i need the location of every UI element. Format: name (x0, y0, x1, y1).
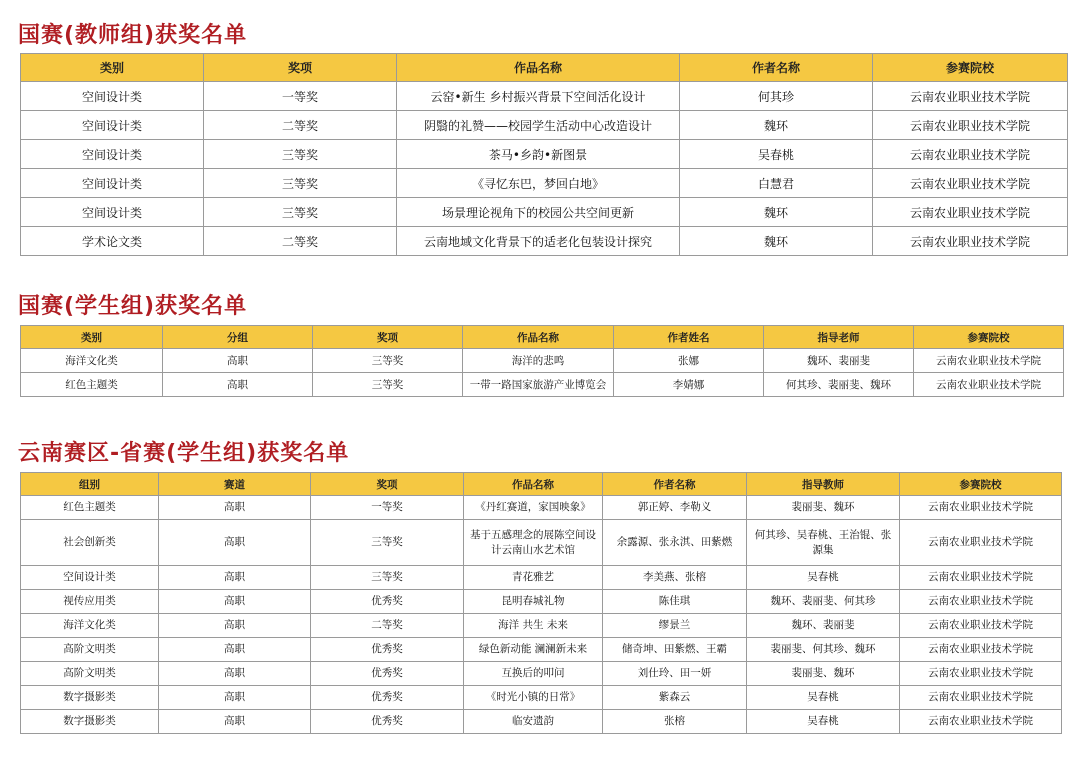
table-cell: 云南农业职业技术学院 (900, 496, 1062, 520)
table-cell: 李婧娜 (614, 373, 764, 397)
table-cell: 高职 (159, 686, 311, 710)
table-cell: 云南农业职业技术学院 (914, 349, 1064, 373)
table-cell: 云南农业职业技术学院 (873, 169, 1068, 198)
table-row (21, 169, 1068, 198)
table-cell: 高职 (159, 710, 311, 734)
table-cell: 张榕 (603, 710, 747, 734)
table-cell: 海洋的悲鸣 (463, 349, 614, 373)
table-cell: 阴翳的礼赞——校园学生活动中心改造设计 (397, 111, 680, 140)
table-cell: 陈佳琪 (603, 590, 747, 614)
column-header: 参赛院校 (873, 54, 1068, 82)
table-cell: 云南农业职业技术学院 (873, 198, 1068, 227)
table-cell: 云窑•新生 乡村振兴背景下空间活化设计 (397, 82, 680, 111)
table-cell: 郭正婷、李勒义 (603, 496, 747, 520)
table-cell: 余露源、张永淇、田紫燃 (603, 520, 747, 566)
column-header: 赛道 (159, 473, 311, 496)
column-header: 作者姓名 (614, 326, 764, 349)
table-cell: 昆明春城礼物 (464, 590, 603, 614)
table-row (21, 710, 1062, 734)
table-cell: 云南农业职业技术学院 (900, 686, 1062, 710)
table-cell: 临安遗韵 (464, 710, 603, 734)
table-cell: 基于五感理念的展陈空间设计云南山水艺术馆 (464, 520, 603, 566)
table-cell: 二等奖 (204, 111, 397, 140)
table-cell: 数字摄影类 (21, 710, 159, 734)
table-row (21, 686, 1062, 710)
table-header-row (21, 326, 1064, 349)
table-cell: 空间设计类 (21, 111, 204, 140)
table-cell: 魏环 (680, 198, 873, 227)
table-cell: 吴春桃 (747, 566, 900, 590)
table-cell: 三等奖 (313, 349, 463, 373)
table-cell: 云南农业职业技术学院 (900, 710, 1062, 734)
column-header: 奖项 (311, 473, 464, 496)
table-cell: 优秀奖 (311, 590, 464, 614)
column-header: 类别 (21, 326, 163, 349)
table-cell: 三等奖 (204, 140, 397, 169)
column-header: 分组 (163, 326, 313, 349)
table-cell: 高职 (159, 662, 311, 686)
table-cell: 空间设计类 (21, 198, 204, 227)
student-awards-table (20, 325, 1064, 397)
table-cell: 一带一路国家旅游产业博览会 (463, 373, 614, 397)
provincial-awards-table (20, 472, 1062, 734)
table-cell: 海洋文化类 (21, 349, 163, 373)
table-cell: 绿色新动能 澜澜新未来 (464, 638, 603, 662)
table-cell: 高职 (159, 566, 311, 590)
table-cell: 三等奖 (311, 566, 464, 590)
table-cell: 高阶文明类 (21, 638, 159, 662)
table-cell: 何其珍 (680, 82, 873, 111)
column-header: 指导老师 (764, 326, 914, 349)
table-cell: 高职 (163, 349, 313, 373)
table-cell: 云南农业职业技术学院 (914, 373, 1064, 397)
table-cell: 优秀奖 (311, 710, 464, 734)
section1-title: 国赛(教师组)获奖名单 (18, 23, 248, 48)
table-row (21, 590, 1062, 614)
table-row (21, 198, 1068, 227)
table-cell: 云南地域文化背景下的适老化包装设计探究 (397, 227, 680, 256)
table-cell: 缪景兰 (603, 614, 747, 638)
table-cell: 三等奖 (311, 520, 464, 566)
table-cell: 何其珍、裴丽斐、魏环 (764, 373, 914, 397)
column-header: 作品名称 (463, 326, 614, 349)
table-row (21, 520, 1062, 566)
table-cell: 红色主题类 (21, 496, 159, 520)
table-row (21, 82, 1068, 111)
table-cell: 优秀奖 (311, 686, 464, 710)
table-cell: 海洋 共生 未来 (464, 614, 603, 638)
table-cell: 二等奖 (204, 227, 397, 256)
table-row (21, 227, 1068, 256)
table-cell: 储奇坤、田紫燃、王霸 (603, 638, 747, 662)
table-cell: 一等奖 (204, 82, 397, 111)
column-header: 奖项 (313, 326, 463, 349)
column-header: 参赛院校 (900, 473, 1062, 496)
table-cell: 优秀奖 (311, 638, 464, 662)
table-cell: 云南农业职业技术学院 (900, 662, 1062, 686)
column-header: 奖项 (204, 54, 397, 82)
table-cell: 云南农业职业技术学院 (873, 111, 1068, 140)
table-cell: 一等奖 (311, 496, 464, 520)
table-cell: 云南农业职业技术学院 (900, 520, 1062, 566)
table-cell: 三等奖 (204, 169, 397, 198)
table-cell: 魏环 (680, 227, 873, 256)
table-cell: 空间设计类 (21, 169, 204, 198)
table-cell: 高职 (159, 638, 311, 662)
table-cell: 海洋文化类 (21, 614, 159, 638)
table-cell: 高职 (159, 590, 311, 614)
table-header-row (21, 473, 1062, 496)
teacher-awards-table (20, 53, 1068, 256)
table-cell: 云南农业职业技术学院 (900, 590, 1062, 614)
table-cell: 《丹红赛道，家国映象》 (464, 496, 603, 520)
table-cell: 青花雅艺 (464, 566, 603, 590)
table-cell: 互换后的叩问 (464, 662, 603, 686)
table-cell: 高职 (159, 614, 311, 638)
table-cell: 场景理论视角下的校园公共空间更新 (397, 198, 680, 227)
table-row (21, 140, 1068, 169)
table-cell: 高职 (159, 496, 311, 520)
column-header: 作品名称 (464, 473, 603, 496)
table-cell: 学术论文类 (21, 227, 204, 256)
column-header: 参赛院校 (914, 326, 1064, 349)
table-cell: 张娜 (614, 349, 764, 373)
table-cell: 裴丽斐、何其珍、魏环 (747, 638, 900, 662)
table-cell: 空间设计类 (21, 82, 204, 111)
table-cell: 云南农业职业技术学院 (900, 566, 1062, 590)
table-cell: 裴丽斐、魏环 (747, 662, 900, 686)
table-header-row (21, 54, 1068, 82)
table-cell: 云南农业职业技术学院 (900, 614, 1062, 638)
table-cell: 空间设计类 (21, 566, 159, 590)
table-cell: 二等奖 (311, 614, 464, 638)
column-header: 类别 (21, 54, 204, 82)
table-cell: 何其珍、吴春桃、王治锟、张源集 (747, 520, 900, 566)
table-cell: 刘仕玲、田一妍 (603, 662, 747, 686)
table-cell: 云南农业职业技术学院 (900, 638, 1062, 662)
table-cell: 优秀奖 (311, 662, 464, 686)
table-cell: 三等奖 (313, 373, 463, 397)
table-cell: 《寻忆东巴，梦回白地》 (397, 169, 680, 198)
table-cell: 魏环、裴丽斐 (764, 349, 914, 373)
table-cell: 三等奖 (204, 198, 397, 227)
table-cell: 魏环、裴丽斐、何其珍 (747, 590, 900, 614)
table-row (21, 566, 1062, 590)
table-cell: 裴丽斐、魏环 (747, 496, 900, 520)
table-cell: 空间设计类 (21, 140, 204, 169)
table-cell: 白慧君 (680, 169, 873, 198)
table-cell: 李美燕、张榕 (603, 566, 747, 590)
table-row (21, 662, 1062, 686)
table-cell: 视传应用类 (21, 590, 159, 614)
table-cell: 魏环 (680, 111, 873, 140)
table-cell: 魏环、裴丽斐 (747, 614, 900, 638)
column-header: 作品名称 (397, 54, 680, 82)
table-cell: 社会创新类 (21, 520, 159, 566)
table-cell: 紫森云 (603, 686, 747, 710)
table-row (21, 638, 1062, 662)
table-row (21, 373, 1064, 397)
table-cell: 吴春桃 (747, 686, 900, 710)
table-cell: 高职 (159, 520, 311, 566)
table-cell: 吴春桃 (747, 710, 900, 734)
table-cell: 云南农业职业技术学院 (873, 82, 1068, 111)
table-row (21, 111, 1068, 140)
column-header: 作者名称 (680, 54, 873, 82)
column-header: 指导教师 (747, 473, 900, 496)
column-header: 组别 (21, 473, 159, 496)
table-cell: 吴春桃 (680, 140, 873, 169)
section2-title: 国赛(学生组)获奖名单 (18, 294, 248, 319)
table-cell: 红色主题类 (21, 373, 163, 397)
table-cell: 高阶文明类 (21, 662, 159, 686)
table-cell: 茶马•乡韵•新图景 (397, 140, 680, 169)
column-header: 作者名称 (603, 473, 747, 496)
table-row (21, 349, 1064, 373)
table-row (21, 496, 1062, 520)
table-cell: 《时光小镇的日常》 (464, 686, 603, 710)
table-cell: 云南农业职业技术学院 (873, 227, 1068, 256)
table-cell: 高职 (163, 373, 313, 397)
table-row (21, 614, 1062, 638)
table-cell: 数字摄影类 (21, 686, 159, 710)
table-cell: 云南农业职业技术学院 (873, 140, 1068, 169)
section3-title: 云南赛区-省赛(学生组)获奖名单 (18, 441, 350, 466)
